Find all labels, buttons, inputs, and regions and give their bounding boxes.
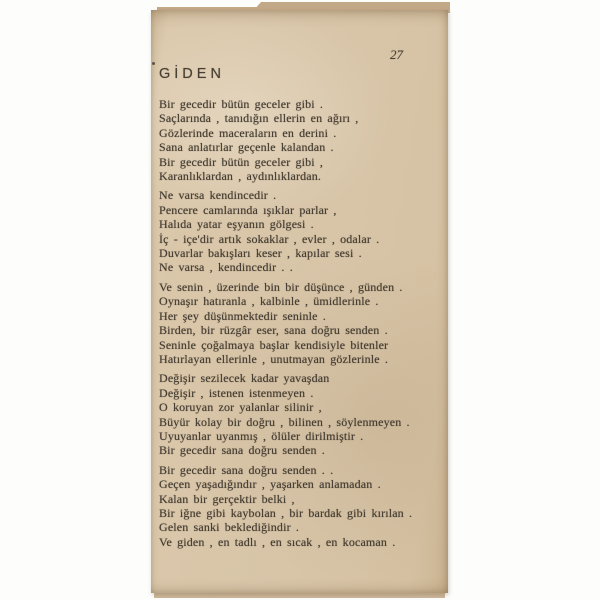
poem-line: Karanlıklardan , aydınlıklardan. bbox=[159, 169, 322, 184]
stanza bbox=[159, 280, 444, 366]
poem-line: Kalan bir gerçektir belki , bbox=[159, 491, 295, 506]
poem-line: Duvarlar bakışları keser , kapılar sesi . bbox=[159, 246, 362, 261]
poem-line: Halıda yatar eşyanın gölgesi . bbox=[159, 217, 314, 232]
paper-speck bbox=[152, 62, 155, 65]
poem-line: Saçlarında , tanıdığın ellerin en ağırı , bbox=[159, 111, 359, 126]
poem-line: Bir gecedir bütün geceler gibi . bbox=[159, 97, 324, 111]
stanza bbox=[159, 371, 444, 457]
poem-line: Ne varsa , kendincedir . . bbox=[159, 260, 293, 275]
poem-line: Gelen sanki beklediğindir . bbox=[159, 520, 300, 535]
poem-line: Ve senin , üzerinde bin bir düşünce , günden . bbox=[159, 279, 403, 294]
poem-title: GİDEN bbox=[159, 66, 225, 82]
poem-line: Pencere camlarında ışıklar parlar , bbox=[159, 202, 337, 217]
book-page bbox=[151, 10, 448, 593]
poem-line: Uyuyanlar uyanmış , ölüler dirilmiştir . bbox=[159, 428, 364, 443]
poem-line: Bir gecedir sana doğru senden . . bbox=[159, 462, 334, 477]
poem-line: Ne varsa kendincedir . bbox=[159, 188, 277, 203]
poem-line: Seninle çoğalmaya başlar kendisiyle bitenler bbox=[159, 337, 389, 352]
poem-line: Büyür kolay bir doğru , bilinen , söylenmeyen . bbox=[159, 414, 410, 429]
stanza bbox=[159, 97, 444, 183]
poem-line: Değişir , istenen istenmeyen . bbox=[159, 385, 314, 400]
poem-line: Bir gecedir sana doğru senden . bbox=[159, 443, 325, 458]
poem-line: Geçen yaşadığındır , yaşarken anlamadan . bbox=[159, 477, 381, 492]
poem-line: Hatırlayan ellerinle , unutmayan gözlerinle . bbox=[159, 351, 388, 366]
poem-line: Bir iğne gibi kaybolan , bir bardak gibi kırılan . bbox=[159, 505, 413, 520]
poem-line: Sana anlatırlar geçenle kalandan . bbox=[159, 140, 334, 155]
page-number: 27 bbox=[390, 47, 403, 62]
poem-line: Birden, bir rüzgâr eser, sana doğru senden . bbox=[159, 323, 388, 338]
stanza bbox=[159, 463, 444, 549]
poem-line: O koruyan zor yalanlar silinir , bbox=[159, 400, 322, 415]
poem-line: Değişir sezilecek kadar yavaşdan bbox=[159, 371, 330, 386]
poem-line: Gözlerinde maceraların en derini . bbox=[159, 125, 337, 140]
stanza bbox=[159, 188, 444, 274]
poem-body bbox=[159, 97, 444, 554]
poem-line: İç - içe'dir artık sokaklar , evler , odalar . bbox=[159, 231, 380, 246]
poem-line: Her şey düşünmektedir seninle . bbox=[159, 308, 326, 323]
poem-line: Ve giden , en tadlı , en sıcak , en kocaman . bbox=[159, 534, 396, 549]
poem-line: Bir gecedir bütün geceler gibi , bbox=[159, 154, 324, 169]
poem-line: Oynaşır hatıranla , kalbinle , ümidlerinle . bbox=[159, 294, 379, 309]
